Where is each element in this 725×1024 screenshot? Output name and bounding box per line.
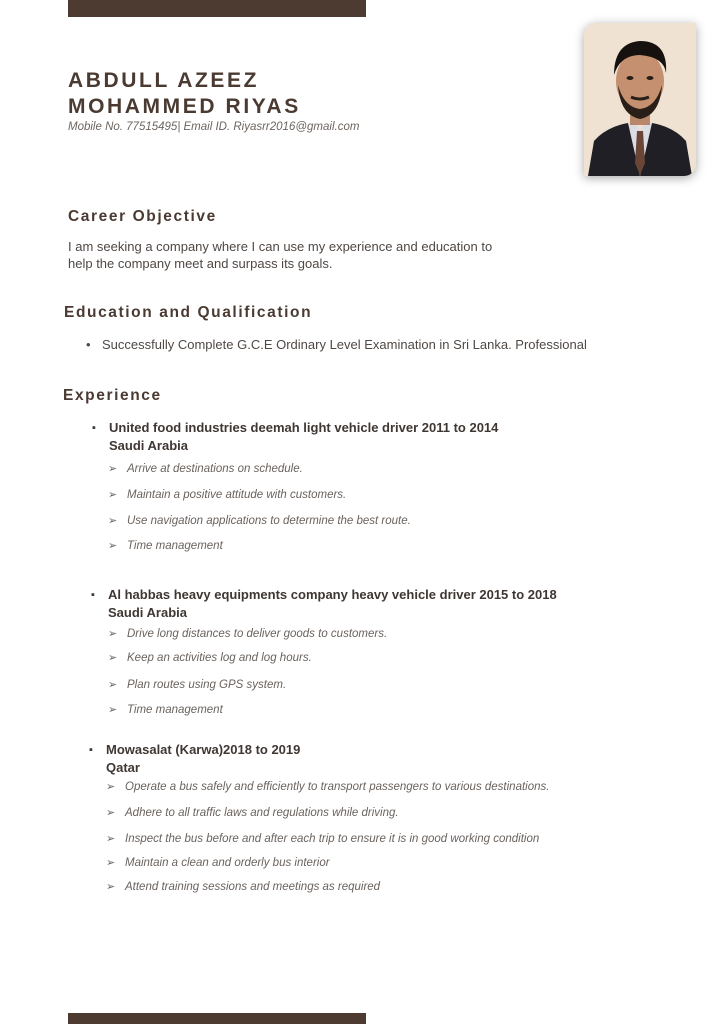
task-item: ➢ Adhere to all traffic laws and regulations while driving. xyxy=(106,807,399,819)
bullet-icon: • xyxy=(86,337,91,352)
task-item: ➢ Time management xyxy=(108,704,223,716)
task-item: ➢ Keep an activities log and log hours. xyxy=(108,652,312,664)
job-header xyxy=(89,741,301,777)
arrow-bullet-icon: ➢ xyxy=(106,781,116,793)
arrow-bullet-icon: ➢ xyxy=(106,857,116,869)
arrow-bullet-icon: ➢ xyxy=(108,652,118,664)
task-item: ➢ Plan routes using GPS system. xyxy=(108,679,287,691)
career-objective-text: I am seeking a company where I can use my experience and education to help the company meet and surpass its goals. xyxy=(68,239,493,271)
arrow-bullet-icon: ➢ xyxy=(108,489,118,501)
arrow-bullet-icon: ➢ xyxy=(108,515,118,527)
education-heading: Education and Qualification xyxy=(64,304,313,321)
square-bullet-icon: ▪ xyxy=(91,589,95,601)
square-bullet-icon: ▪ xyxy=(92,422,96,434)
square-bullet-icon: ▪ xyxy=(89,744,93,756)
task-item: ➢ Operate a bus safely and efficiently to transport passengers to various destinations. xyxy=(106,781,550,793)
experience-job xyxy=(91,586,557,622)
header-decor-bar xyxy=(68,0,366,17)
contact-info: Mobile No. 77515495| Email ID. Riyasrr2016@gmail.com xyxy=(68,121,360,133)
arrow-bullet-icon: ➢ xyxy=(108,679,118,691)
task-item: ➢ Arrive at destinations on schedule. xyxy=(108,463,303,475)
job-title: United food industries deemah light vehicle driver 2011 to 2014 xyxy=(109,420,499,435)
arrow-bullet-icon: ➢ xyxy=(108,463,118,475)
arrow-bullet-icon: ➢ xyxy=(106,833,116,845)
experience-job xyxy=(89,741,301,777)
career-objective-heading: Career Objective xyxy=(68,208,217,225)
task-item: ➢ Drive long distances to deliver goods to customers. xyxy=(108,628,388,640)
job-location: Saudi Arabia xyxy=(108,605,187,620)
experience-heading: Experience xyxy=(63,387,162,404)
job-header xyxy=(91,586,557,622)
arrow-bullet-icon: ➢ xyxy=(106,881,116,893)
task-item: ➢ Attend training sessions and meetings as required xyxy=(106,881,381,893)
task-item: ➢ Maintain a positive attitude with customers. xyxy=(108,489,347,501)
experience-job xyxy=(92,419,499,455)
task-item: ➢ Use navigation applications to determine the best route. xyxy=(108,515,411,527)
candidate-name: ABDULL AZEEZ MOHAMMED RIYAS xyxy=(68,69,301,118)
task-item: ➢ Inspect the bus before and after each trip to ensure it is in good working condition xyxy=(106,833,540,845)
arrow-bullet-icon: ➢ xyxy=(108,704,118,716)
job-title: Al habbas heavy equipments company heavy vehicle driver 2015 to 2018 xyxy=(108,587,557,602)
job-title: Mowasalat (Karwa)2018 to 2019 xyxy=(106,742,301,757)
footer-decor-bar xyxy=(68,1013,366,1024)
arrow-bullet-icon: ➢ xyxy=(108,628,118,640)
job-location: Qatar xyxy=(106,760,140,775)
job-location: Saudi Arabia xyxy=(109,438,188,453)
task-item: ➢ Maintain a clean and orderly bus interior xyxy=(106,857,330,869)
task-item: ➢ Time management xyxy=(108,540,223,552)
education-item: • Successfully Complete G.C.E Ordinary Level Examination in Sri Lanka. Professional xyxy=(86,337,587,352)
job-header xyxy=(92,419,499,455)
profile-photo xyxy=(584,23,696,176)
arrow-bullet-icon: ➢ xyxy=(108,540,118,552)
arrow-bullet-icon: ➢ xyxy=(106,807,116,819)
